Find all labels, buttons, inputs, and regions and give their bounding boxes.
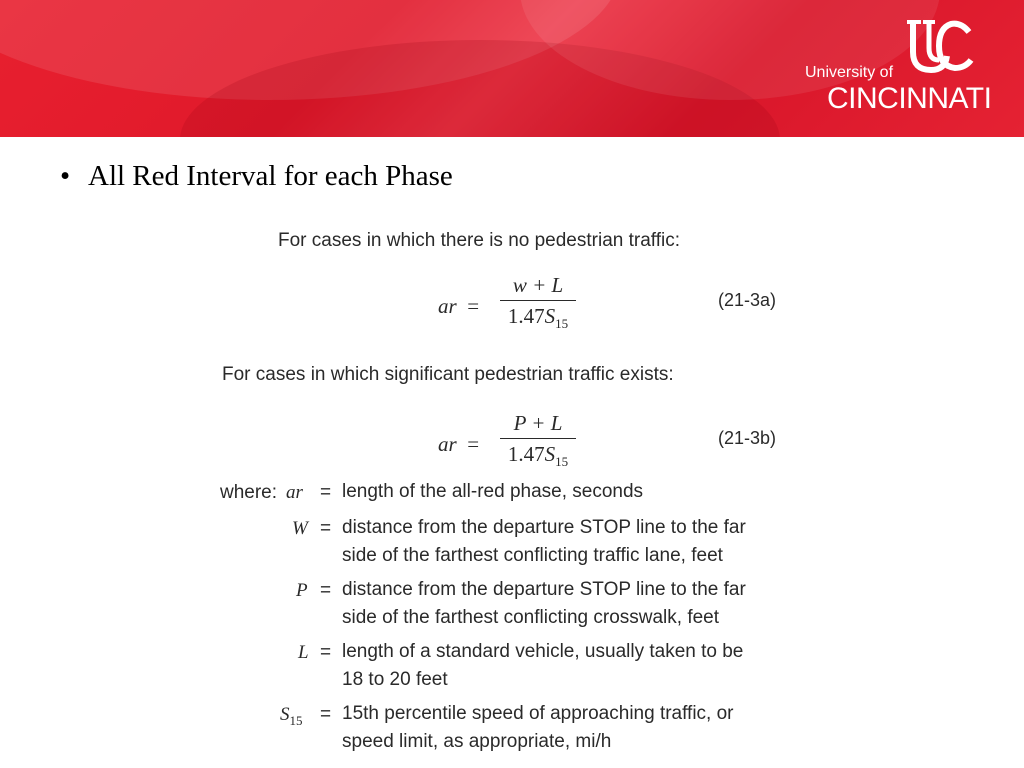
definition-line: length of the all-red phase, seconds [342,481,644,502]
equation-numerator: w + L [512,273,564,297]
definition-equals: = [320,580,332,601]
fraction-bar [500,438,576,439]
definition-term: P [296,580,308,601]
definition-line: length of a standard vehicle, usually taken to be [342,641,744,662]
equation-fraction [500,410,576,470]
equation-number: (21-3b) [718,428,777,448]
equation-lhs: ar = [438,294,480,318]
equation-denominator: $1.47S_{15}$ [507,442,569,470]
university-logo [805,18,1005,118]
bullet-icon: • [60,160,71,192]
equation-denominator: $1.47S_{15}$ [507,304,569,332]
definition-line: side of the farthest conflicting crosswalk, feet [342,607,720,628]
equation-fraction [500,272,576,332]
definition-line: 15th percentile speed of approaching traffic, or [342,703,734,724]
equation-number: (21-3a) [718,290,777,310]
slide-bullet [60,160,453,193]
case-pedestrian-text: For cases in which significant pedestrian traffic exists: [222,364,674,385]
where-label: where: [220,482,278,503]
definition-term: $S_{15}$ [280,704,303,728]
definition-line: side of the farthest conflicting traffic lane, feet [342,545,723,566]
fraction-bar [500,300,576,301]
definition-equals: = [320,704,332,725]
equation-lhs: ar = [438,432,480,456]
definition-term: L [298,642,309,663]
definition-term: ar [286,482,303,503]
case-no-pedestrian-text: For cases in which there is no pedestrian traffic: [278,230,681,251]
uc-logo-icon [905,18,975,80]
definition-equals: = [320,642,332,663]
definition-line: 18 to 20 feet [342,669,448,690]
header-banner [0,0,1024,137]
definition-line: distance from the departure STOP line to the far [342,579,746,600]
logo-text-university: University of [805,64,894,81]
definition-equals: = [320,482,332,503]
definition-equals: = [320,518,332,539]
equation-numerator: P + L [513,411,563,435]
definition-term: W [292,518,308,539]
definition-line: speed limit, as appropriate, mi/h [342,731,612,752]
bullet-text: All Red Interval for each Phase [88,160,453,192]
logo-text-cincinnati: CINCINNATI [827,82,992,115]
definition-line: distance from the departure STOP line to the far [342,517,746,538]
